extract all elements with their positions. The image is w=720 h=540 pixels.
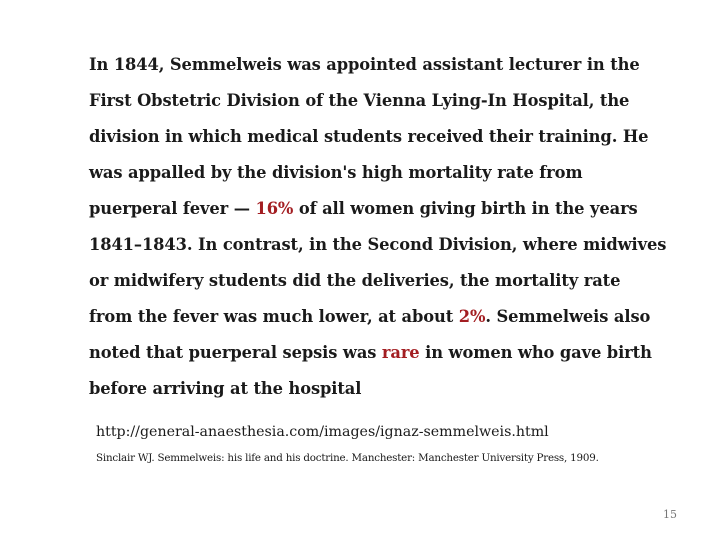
paragraph-line-5 xyxy=(89,191,649,227)
paragraph-line-2: First Obstetric Division of the Vienna Lying-In Hospital, the xyxy=(89,91,630,110)
paragraph-line-4: was appalled by the division's high mortality rate from xyxy=(89,163,583,182)
source-url: http://general-anaesthesia.com/images/ignaz-semmelweis.html xyxy=(96,424,549,440)
paragraph-line-9 xyxy=(89,335,652,371)
line-5-text-before: puerperal fever — xyxy=(89,199,256,218)
page-number: 15 xyxy=(663,508,677,521)
line-8-text-before: from the fever was much lower, at about xyxy=(89,307,459,326)
highlight-rare: rare xyxy=(381,343,420,362)
paragraph-line-3: division in which medical students received their training. He xyxy=(89,127,649,146)
paragraph-line-7: or midwifery students did the deliveries, the mortality rate xyxy=(89,271,621,290)
line-9-text-after: in women who gave birth xyxy=(419,343,652,362)
line-5-text-after: of all women giving birth in the years xyxy=(293,199,638,218)
citation: Sinclair WJ. Semmelweis: his life and his doctrine. Manchester: Manchester University Press, 1909. xyxy=(96,452,599,464)
paragraph-line-10: before arriving at the hospital xyxy=(89,379,362,398)
main-paragraph xyxy=(89,47,667,407)
paragraph-line-6: 1841–1843. In contrast, in the Second Division, where midwives xyxy=(89,235,667,254)
paragraph-line-1: In 1844, Semmelweis was appointed assistant lecturer in the xyxy=(89,55,640,74)
line-8-text-after: . Semmelweis also xyxy=(485,307,651,326)
highlight-2-percent: 2% xyxy=(458,307,486,326)
paragraph-line-8 xyxy=(89,299,649,335)
highlight-16-percent: 16% xyxy=(255,199,294,218)
line-9-text-before: noted that puerperal sepsis was xyxy=(89,343,382,362)
